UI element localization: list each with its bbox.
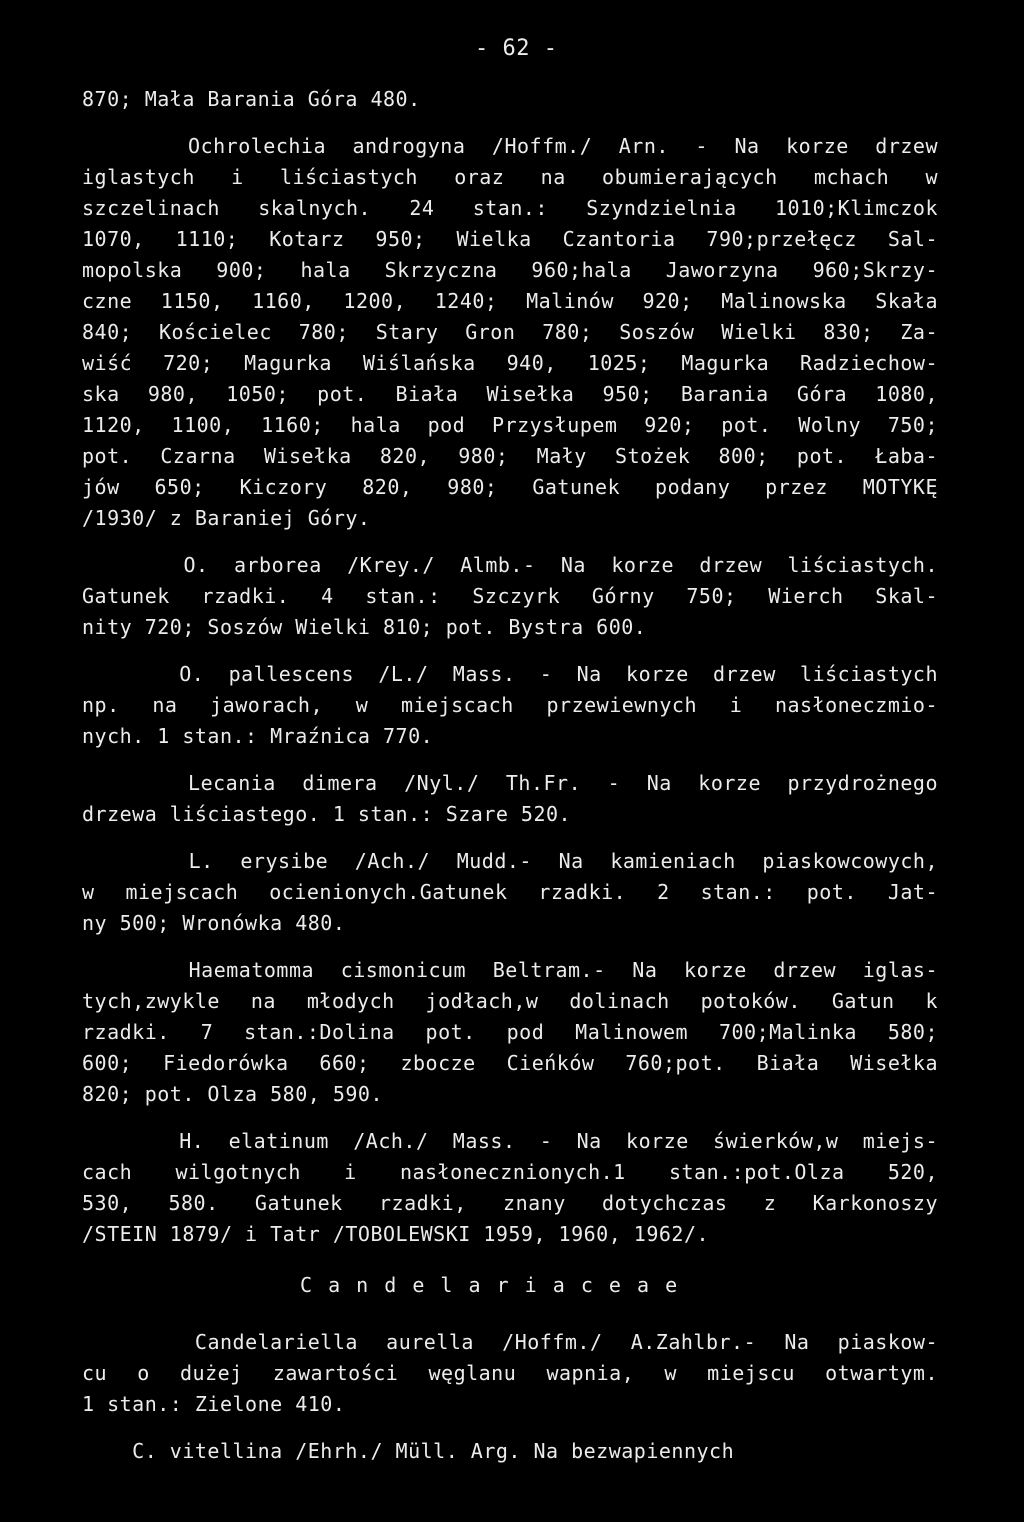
text-line: szczelinach skalnych. 24 stan.: Szyndzielnia 1010;Klimczok [82, 196, 938, 220]
text-line: drzewa liściastego. 1 stan.: Szare 520. [82, 802, 572, 826]
paragraph [82, 1327, 938, 1420]
text-line: 1120, 1100, 1160; hala pod Przysłupem 920; pot. Wolny 750; [82, 413, 938, 437]
text-line: mopolska 900; hala Skrzyczna 960;hala Jaworzyna 960;Skrzy- [82, 258, 938, 282]
paragraph [82, 659, 938, 752]
text-line: nych. 1 stan.: Mraźnica 770. [82, 724, 434, 748]
text-line: w miejscach ocienionych.Gatunek rzadki. 2 stan.: pot. Jat- [82, 880, 938, 904]
species-entries [82, 84, 938, 1250]
text-line: 870; Mała Barania Góra 480. [82, 87, 421, 111]
text-line: 840; Kościelec 780; Stary Gron 780; Soszów Wielki 830; Za- [82, 320, 938, 344]
text-line: Ochrolechia androgyna /Hoffm./ Arn. - Na korze drzew [82, 134, 938, 158]
text-line: C. vitellina /Ehrh./ Müll. Arg. Na bezwapiennych [82, 1439, 735, 1463]
paragraph [82, 846, 938, 939]
paragraph [82, 955, 938, 1110]
text-line: cach wilgotnych i nasłonecznionych.1 stan.:pot.Olza 520, [82, 1160, 938, 1184]
paragraph [82, 1436, 938, 1467]
text-line: wiść 720; Magurka Wiślańska 940, 1025; Magurka Radziechow- [82, 351, 938, 375]
text-line: 530, 580. Gatunek rzadki, znany dotychczas z Karkonoszy [82, 1191, 938, 1215]
text-line: Haematomma cismonicum Beltram.- Na korze drzew iglas- [82, 958, 938, 982]
text-line: Candelariella aurella /Hoffm./ A.Zahlbr.- Na piaskow- [82, 1330, 938, 1354]
text-line: /STEIN 1879/ i Tatr /TOBOLEWSKI 1959, 1960, 1962/. [82, 1222, 710, 1246]
text-line: np. na jaworach, w miejscach przewiewnych i nasłoneczmio- [82, 693, 938, 717]
text-line: ska 980, 1050; pot. Biała Wisełka 950; Barania Góra 1080, [82, 382, 938, 406]
text-line: 820; pot. Olza 580, 590. [82, 1082, 383, 1106]
text-line: jów 650; Kiczory 820, 980; Gatunek podany przez MOTYKĘ [82, 475, 938, 499]
family-heading: C a n d e l a r i a c e a e [300, 1273, 680, 1297]
paragraph [82, 768, 938, 830]
text-line: H. elatinum /Ach./ Mass. - Na korze świerków,w miejs- [82, 1129, 938, 1153]
page-number: - 62 - [475, 36, 558, 61]
text-line: rzadki. 7 stan.:Dolina pot. pod Malinowem 700;Malinka 580; [82, 1020, 938, 1044]
text-line: 600; Fiedorówka 660; zbocze Cieńków 760;pot. Biała Wisełka [82, 1051, 938, 1075]
paragraph [82, 84, 938, 115]
text-line: O. pallescens /L./ Mass. - Na korze drzew liściastych [82, 662, 938, 686]
text-line: tych,zwykle na młodych jodłach,w dolinach potoków. Gatun k [82, 989, 938, 1013]
text-line: Lecania dimera /Nyl./ Th.Fr. - Na korze przydrożnego [82, 771, 938, 795]
text-line: 1 stan.: Zielone 410. [82, 1392, 346, 1416]
paragraph [82, 131, 938, 534]
text-line: nity 720; Soszów Wielki 810; pot. Bystra 600. [82, 615, 647, 639]
text-line: iglastych i liściastych oraz na obumierających mchach w [82, 165, 938, 189]
text-line: czne 1150, 1160, 1200, 1240; Malinów 920; Malinowska Skała [82, 289, 938, 313]
text-line: L. erysibe /Ach./ Mudd.- Na kamieniach piaskowcowych, [82, 849, 938, 873]
text-line: /1930/ z Baraniej Góry. [82, 506, 371, 530]
paragraph [82, 1126, 938, 1250]
text-line: Gatunek rzadki. 4 stan.: Szczyrk Górny 750; Wierch Skal- [82, 584, 938, 608]
species-entries-after-heading [82, 1327, 938, 1467]
text-line: cu o dużej zawartości węglanu wapnia, w miejscu otwartym. [82, 1361, 938, 1385]
text-line: 1070, 1110; Kotarz 950; Wielka Czantoria 790;przełęcz Sal- [82, 227, 938, 251]
text-line: O. arborea /Krey./ Almb.- Na korze drzew liściastych. [82, 553, 938, 577]
page-text [82, 84, 938, 1483]
text-line: ny 500; Wronówka 480. [82, 911, 346, 935]
text-line: pot. Czarna Wisełka 820, 980; Mały Stożek 800; pot. Łaba- [82, 444, 938, 468]
paragraph [82, 550, 938, 643]
